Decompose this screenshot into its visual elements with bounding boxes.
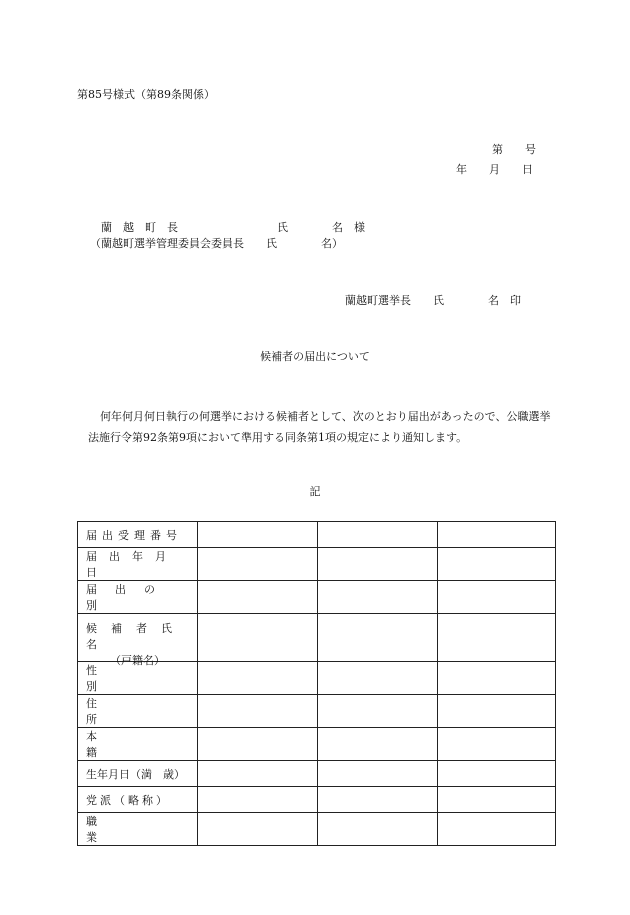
table-cell — [198, 813, 318, 846]
table-cell — [438, 728, 556, 761]
table-cell — [318, 522, 438, 548]
table-cell — [318, 761, 438, 787]
row-label-text: 職業 — [86, 815, 175, 844]
table-cell — [198, 548, 318, 581]
row-label — [78, 522, 198, 548]
table-row — [78, 662, 556, 695]
table-cell — [438, 813, 556, 846]
table-cell — [198, 728, 318, 761]
row-label-text: 届出の別 — [86, 583, 173, 612]
body-paragraph: 何年何月何日執行の何選挙における候補者として、次のとおり届出があったので、公職選挙法施行令第92条第9項において準用する同条第1項の規定により通知します。 — [88, 410, 551, 444]
table-row — [78, 614, 556, 662]
table-cell — [318, 548, 438, 581]
row-label — [78, 695, 198, 728]
addressee-line-2: （蘭越町選挙管理委員会委員長 氏 名） — [90, 237, 343, 250]
form-number: 第85号様式（第89条関係） — [77, 88, 215, 101]
table-cell — [318, 662, 438, 695]
table-cell — [438, 548, 556, 581]
ki-heading: 記 — [309, 485, 321, 498]
document-subject: 候補者の届出について — [260, 350, 370, 363]
table-row — [78, 728, 556, 761]
table-cell — [318, 787, 438, 813]
row-label — [78, 581, 198, 614]
row-label — [78, 614, 198, 667]
table-cell — [318, 614, 438, 662]
table-cell — [438, 695, 556, 728]
table-row — [78, 581, 556, 614]
row-label — [78, 813, 198, 846]
sender-line: 蘭越町選挙長 氏 名 印 — [345, 294, 521, 307]
table-row — [78, 548, 556, 581]
table-row — [78, 813, 556, 846]
table-row — [78, 695, 556, 728]
table-cell — [318, 728, 438, 761]
table-row — [78, 761, 556, 787]
row-label-text: 届出受理番号 — [86, 528, 182, 542]
table-cell — [438, 522, 556, 548]
row-label-text: 性別 — [86, 664, 175, 693]
row-label — [78, 728, 198, 761]
row-label-text: 届出年月日 — [86, 550, 178, 579]
row-label-text: 候補者氏名 — [86, 621, 186, 651]
details-table — [77, 521, 556, 846]
row-sublabel-text: （戸籍名） — [110, 653, 165, 667]
row-label — [78, 548, 198, 581]
row-label-text: 党派（略称） — [86, 793, 170, 807]
table-cell — [318, 695, 438, 728]
table-cell — [438, 787, 556, 813]
table-cell — [318, 813, 438, 846]
table-row — [78, 787, 556, 813]
table-cell — [318, 581, 438, 614]
table-cell — [198, 614, 318, 662]
table-cell — [198, 662, 318, 695]
table-cell — [198, 695, 318, 728]
table-cell — [198, 787, 318, 813]
table-row — [78, 522, 556, 548]
document-date: 年 月 日 — [456, 163, 533, 176]
row-label-text: 本籍 — [86, 730, 175, 759]
table-cell — [438, 761, 556, 787]
table-cell — [198, 761, 318, 787]
table-cell — [438, 581, 556, 614]
row-label-text: 住所 — [86, 697, 175, 726]
row-label — [78, 761, 198, 787]
row-label-text: 生年月日（満 歳） — [86, 767, 185, 781]
addressee-line-1: 蘭 越 町 長 氏 名 様 — [101, 221, 365, 234]
table-cell — [198, 522, 318, 548]
document-number: 第 号 — [492, 143, 536, 156]
row-label — [78, 787, 198, 813]
table-cell — [438, 614, 556, 662]
table-cell — [438, 662, 556, 695]
table-cell — [198, 581, 318, 614]
